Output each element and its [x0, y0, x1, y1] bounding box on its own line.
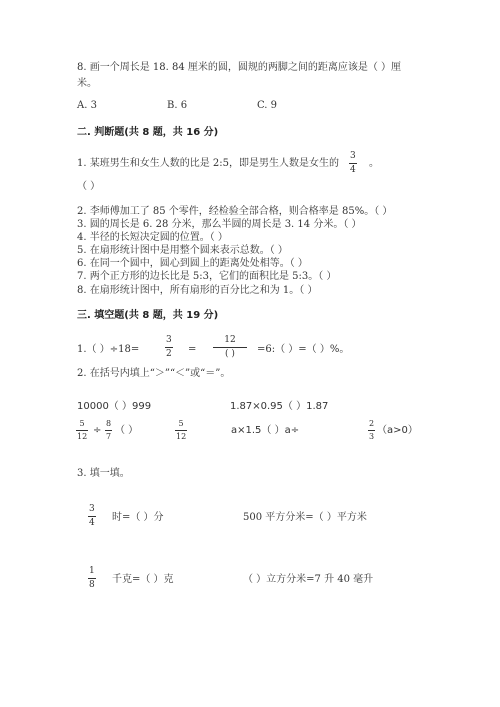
fill-3-item-4: （ ）立方分米=7 升 40 毫升: [243, 574, 374, 585]
section-heading-fill-blank: 三. 填空题(共 8 题，共 19 分): [77, 310, 219, 321]
fraction: [349, 152, 357, 175]
fraction-numerator: 1: [89, 566, 95, 576]
fraction: [88, 567, 96, 590]
fraction: [105, 420, 112, 441]
fraction-bar: [368, 430, 375, 431]
fraction-denominator: 4: [89, 518, 95, 528]
fraction-denominator: 7: [106, 432, 112, 441]
question-8-line2: 米。: [77, 78, 97, 89]
fraction-bar: [88, 516, 96, 517]
fraction-denominator: 12: [77, 432, 88, 441]
tf-question-8: 8. 在扇形统计图中，所有扇形的百分比之和为 1。（ ）: [77, 285, 318, 296]
fraction-bar: [76, 430, 88, 431]
section-heading-true-false: 二. 判断题(共 8 题，共 16 分): [77, 127, 219, 138]
tf-question-5: 5. 在扇形统计图中是用整个圆来表示总数。（ ）: [77, 245, 288, 256]
tf-question-1-answer-paren[interactable]: （ ）: [77, 181, 101, 192]
tf-question-4: 4. 半径的长短决定圆的位置。（ ）: [77, 232, 228, 243]
fraction: [76, 420, 88, 441]
fraction-numerator: 3: [166, 335, 172, 345]
compare-2: 1.87×0.95（ ）1.87: [230, 401, 329, 412]
fraction-denominator: 8: [89, 580, 95, 590]
fraction-numerator: 2: [369, 419, 375, 428]
divide-sign: ÷: [93, 425, 102, 436]
fraction-numerator: 3: [350, 151, 356, 161]
fill-3-item-2: 500 平方分米=（ ）平方米: [243, 512, 367, 523]
tf-question-7: 7. 两个正方形的边长比是 5:3，它们的面积比是 5:3。（ ）: [77, 271, 337, 282]
compare-3-paren: （ ）: [115, 425, 139, 436]
fraction: [165, 336, 173, 359]
fraction-denominator: 12: [176, 432, 187, 441]
fraction-bar: [349, 163, 357, 164]
fill-3-item-1: 时=（ ）分: [112, 512, 164, 523]
fill-question-1-end: =6:（ ）=（ ）%。: [257, 344, 350, 355]
fraction: [213, 336, 247, 359]
tf-question-3: 3. 圆的周长是 6. 28 分米，那么半圆的周长是 3. 14 分米。（ ）: [77, 219, 362, 230]
option-c: C. 9: [257, 100, 278, 111]
fraction-denominator: 2: [166, 349, 172, 359]
fraction-bar: [88, 578, 96, 579]
tf-question-2: 2. 李师傅加工了 85 个零件，经检验全部合格，则合格率是 85%。（ ）: [77, 206, 393, 217]
fraction-bar: [165, 347, 173, 348]
fill-3-item-3: 千克=（ ）克: [112, 574, 174, 585]
question-8-line1: 8. 画一个周长是 18. 84 厘米的圆，圆规的两脚之间的距离应该是（ ）厘: [77, 62, 402, 73]
equals-sign: =: [188, 344, 197, 355]
compare-4-start: a×1.5（ ）a÷: [231, 425, 300, 436]
fraction-numerator: 8: [106, 419, 112, 428]
tf-question-1-end: 。: [369, 158, 379, 169]
fill-question-2: 2. 在括号内填上“＞”“＜”或“＝”。: [77, 368, 231, 379]
compare-1: 10000（ ）999: [77, 401, 152, 412]
fraction-numerator: 5: [178, 419, 184, 428]
option-b: B. 6: [167, 100, 188, 111]
fraction-denominator: 3: [369, 432, 375, 441]
fraction-bar: [213, 347, 247, 348]
fill-question-1-start: 1.（ ）÷18=: [77, 344, 140, 355]
compare-4-end: （a>0）: [377, 425, 418, 436]
fraction-numerator: 3: [89, 504, 95, 514]
fraction-numerator: 12: [224, 335, 236, 345]
tf-question-6: 6. 在同一个圆中，圆心到圆上的距离处处相等。（ ）: [77, 258, 308, 269]
fraction-numerator: 5: [79, 419, 85, 428]
fraction: [368, 420, 375, 441]
tf-question-1: 1. 某班男生和女生人数的比是 2:5，即是男生人数是女生的: [77, 158, 339, 169]
fill-question-3: 3. 填一填。: [77, 468, 130, 479]
fraction-denominator: 4: [350, 165, 356, 175]
fraction-bar: [175, 430, 187, 431]
option-a: A. 3: [77, 100, 97, 111]
fraction: [88, 505, 96, 528]
fraction-bar: [105, 430, 112, 431]
fraction: [175, 420, 187, 441]
fraction-denominator: ( ): [225, 349, 235, 359]
